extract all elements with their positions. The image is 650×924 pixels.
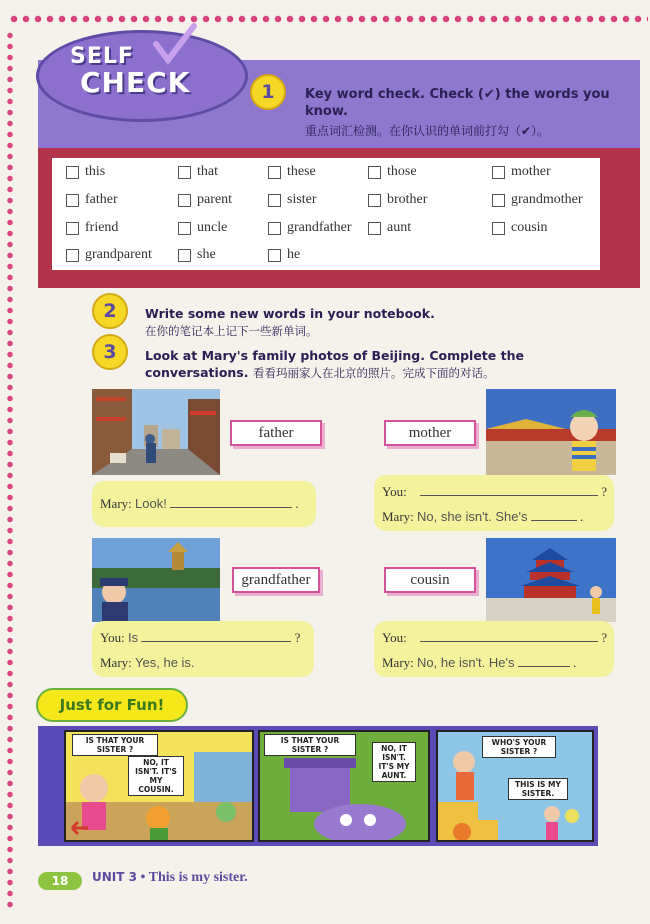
- dialog-text: No, she isn't. She's: [417, 509, 528, 524]
- q3-instructions: [145, 347, 625, 383]
- checkbox[interactable]: [368, 222, 381, 235]
- checkbox[interactable]: [66, 166, 79, 179]
- speech-bubble: NO, IT ISN'T. IT'S MY AUNT.: [372, 742, 416, 782]
- photo-temple-cousin: [486, 538, 616, 622]
- punctuation: ?: [601, 484, 607, 499]
- word-item[interactable]: [492, 220, 548, 236]
- checkbox[interactable]: [178, 166, 191, 179]
- word-item[interactable]: [368, 164, 417, 180]
- q2-title: Write some new words in your notebook.: [145, 306, 435, 321]
- word-label: those: [387, 164, 417, 179]
- word-label: cousin: [511, 220, 548, 235]
- speaker-mary: Mary:: [382, 655, 414, 670]
- comic-panel-2: [258, 730, 430, 842]
- checkbox[interactable]: [492, 194, 505, 207]
- word-item[interactable]: [66, 247, 152, 263]
- word-label: this: [85, 164, 106, 179]
- punctuation: .: [580, 509, 584, 524]
- word-item[interactable]: [268, 247, 300, 263]
- word-item[interactable]: [492, 192, 583, 208]
- speech-bubble: IS THAT YOUR SISTER ?: [72, 734, 158, 756]
- checkbox[interactable]: [178, 194, 191, 207]
- photo-palace-mother: [486, 389, 616, 475]
- bullet: •: [140, 870, 146, 885]
- word-label: that: [197, 164, 218, 179]
- answer-blank[interactable]: [420, 641, 598, 642]
- dialog-grandfather-line-2: [100, 655, 195, 671]
- photo-street-father: [92, 389, 220, 475]
- answer-blank[interactable]: [420, 495, 598, 496]
- word-label: sister: [287, 192, 317, 207]
- label-father: father: [230, 420, 322, 446]
- word-item[interactable]: [178, 164, 218, 180]
- speaker-mary: Mary:: [382, 509, 414, 524]
- dialog-text: Look!: [135, 496, 167, 511]
- checkbox[interactable]: [492, 222, 505, 235]
- q2-subtitle: 在你的笔记本上记下一些新单词。: [145, 326, 318, 338]
- word-item[interactable]: [66, 164, 105, 180]
- word-item[interactable]: [66, 220, 118, 236]
- photo-lake-grandfather: [92, 538, 220, 622]
- unit-label: UNIT 3: [92, 870, 137, 884]
- unit-title: This is my sister.: [148, 870, 248, 885]
- word-item[interactable]: [268, 220, 352, 236]
- label-grandfather: grandfather: [232, 567, 320, 593]
- punctuation: ?: [601, 630, 607, 645]
- word-item[interactable]: [66, 192, 118, 208]
- answer-blank[interactable]: [141, 641, 291, 642]
- word-check-panel: [52, 158, 600, 270]
- speaker-you: You:: [100, 630, 125, 645]
- question-number-1: 1: [250, 74, 286, 110]
- top-dot-border: [8, 14, 648, 24]
- dialog-text: Is: [127, 630, 139, 645]
- checkbox[interactable]: [268, 249, 281, 262]
- word-item[interactable]: [268, 164, 316, 180]
- answer-blank[interactable]: [518, 666, 570, 667]
- question-number-2: 2: [92, 293, 128, 329]
- word-label: these: [287, 164, 316, 179]
- checkbox[interactable]: [66, 222, 79, 235]
- answer-blank[interactable]: [531, 520, 577, 521]
- checkbox[interactable]: [268, 194, 281, 207]
- q3-title: Look at Mary's family photos of Beijing. Complete the conversations.: [145, 348, 524, 380]
- answer-blank[interactable]: [170, 507, 292, 508]
- speech-bubble: IS THAT YOUR SISTER ?: [264, 734, 356, 756]
- check-word: CHECK: [80, 66, 191, 99]
- q3-subtitle: 看看玛丽家人在北京的照片。完成下面的对话。: [252, 368, 495, 380]
- question-number-3: 3: [92, 334, 128, 370]
- checkbox[interactable]: [368, 166, 381, 179]
- footer-unit-title: [92, 870, 248, 886]
- left-dot-border: [6, 30, 14, 910]
- word-label: father: [85, 192, 118, 207]
- checkbox[interactable]: [492, 166, 505, 179]
- word-label: brother: [387, 192, 428, 207]
- checkbox[interactable]: [66, 194, 79, 207]
- label-cousin: cousin: [384, 567, 476, 593]
- word-label: grandfather: [287, 220, 352, 235]
- comic-panel-3: [436, 730, 594, 842]
- dialog-father-line: [100, 496, 299, 512]
- word-item[interactable]: [368, 220, 411, 236]
- speech-bubble: THIS IS MY SISTER.: [508, 778, 568, 800]
- speaker-you: You:: [382, 630, 407, 645]
- word-item[interactable]: [178, 220, 227, 236]
- speaker-mary: Mary:: [100, 655, 132, 670]
- checkbox[interactable]: [178, 222, 191, 235]
- comic-panel-1: [64, 730, 254, 842]
- dialog-mother-line-2: [382, 509, 583, 525]
- dialog-grandfather-line-1: [100, 630, 300, 646]
- word-item[interactable]: [368, 192, 427, 208]
- speech-bubble: WHO'S YOUR SISTER ?: [482, 736, 556, 758]
- checkbox[interactable]: [268, 222, 281, 235]
- word-item[interactable]: [492, 164, 551, 180]
- dialog-mother-line-1: [382, 484, 607, 500]
- word-label: she: [197, 247, 216, 262]
- word-item[interactable]: [178, 247, 216, 263]
- page-number: 18: [38, 872, 82, 890]
- word-label: grandmother: [511, 192, 583, 207]
- word-label: he: [287, 247, 301, 262]
- dialog-cousin-line-1: [382, 630, 607, 646]
- speech-bubble: NO, IT ISN'T. IT'S MY COUSIN.: [128, 756, 184, 796]
- punctuation: .: [295, 496, 299, 511]
- checkbox[interactable]: [178, 249, 191, 262]
- checkbox[interactable]: [368, 194, 381, 207]
- word-label: mother: [511, 164, 551, 179]
- label-mother: mother: [384, 420, 476, 446]
- word-item[interactable]: [178, 192, 232, 208]
- dialog-cousin-line-2: [382, 655, 576, 671]
- word-item[interactable]: [268, 192, 317, 208]
- q1-subtitle: 重点词汇检测。在你认识的单词前打勾（✔）。: [305, 124, 550, 138]
- punctuation: .: [572, 655, 577, 670]
- speaker-you: You:: [382, 484, 407, 499]
- word-label: grandparent: [85, 247, 152, 262]
- checkbox[interactable]: [66, 249, 79, 262]
- self-word: SELF: [70, 44, 134, 69]
- speaker-mary: Mary:: [100, 496, 132, 511]
- word-label: parent: [197, 192, 232, 207]
- punctuation: ?: [294, 630, 301, 645]
- checkmark-icon: [150, 22, 200, 72]
- dialog-text: No, he isn't. He's: [417, 655, 515, 670]
- checkbox[interactable]: [268, 166, 281, 179]
- just-for-fun-title: Just for Fun!: [36, 688, 188, 722]
- q1-title: Key word check. Check (✔) the words you know.: [305, 87, 610, 119]
- word-label: friend: [85, 220, 119, 235]
- word-label: uncle: [197, 220, 228, 235]
- dialog-text: Yes, he is.: [135, 655, 195, 670]
- word-label: aunt: [387, 220, 412, 235]
